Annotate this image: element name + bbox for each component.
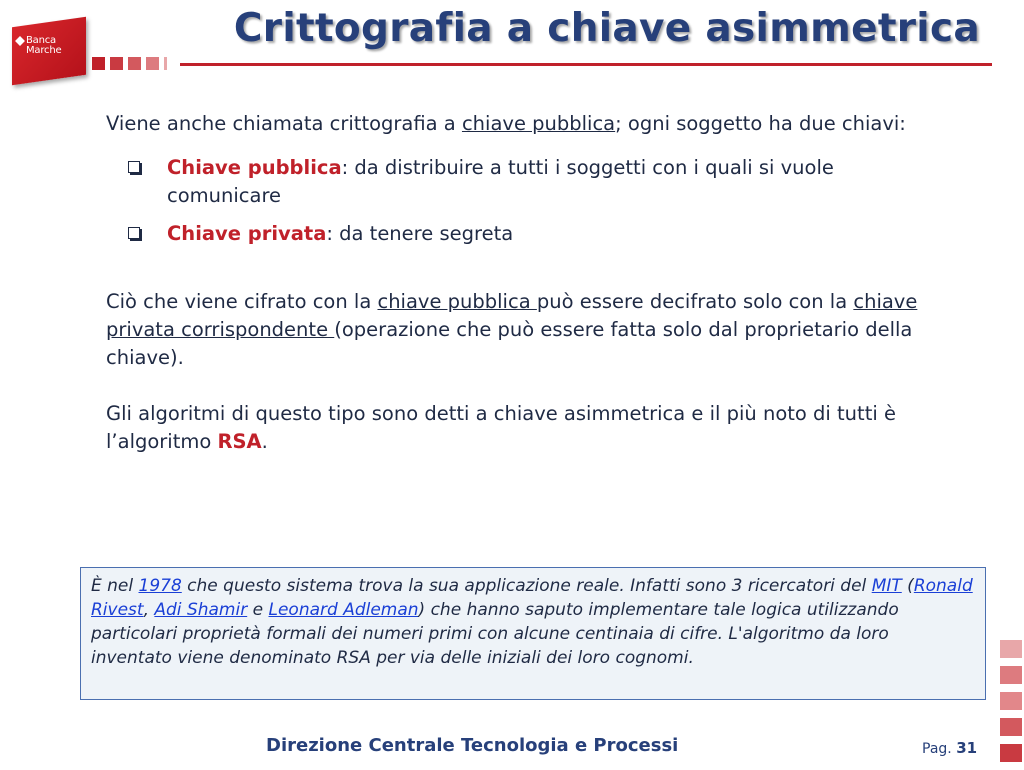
footer-org: Direzione Centrale Tecnologia e Processi (266, 735, 679, 756)
note-text: e (247, 600, 269, 620)
bullet-term: Chiave pubblica (167, 156, 342, 179)
slide-content (106, 110, 948, 456)
checkbox-bullet-icon (128, 161, 140, 173)
page-label: Pag. (922, 741, 952, 757)
public-key-link: chiave pubblica (461, 112, 616, 135)
side-decoration (1000, 640, 1022, 770)
intro-text: ; ogni soggetto ha due chiavi: (615, 112, 906, 135)
page-indicator (922, 739, 977, 757)
intro-text: Viene anche chiamata crittografia a (106, 112, 462, 135)
side-square (1000, 718, 1022, 736)
para-text: Gli algoritmi di questo tipo sono detti a chiave asimmetrica e il più noto di tutti è l’algoritmo (106, 402, 896, 453)
adleman-link[interactable]: Leonard Adleman (268, 600, 419, 620)
history-note-box (80, 567, 986, 700)
note-text: , (143, 600, 155, 620)
page-number: 31 (956, 739, 978, 757)
slide-title: Crittografia a chiave asimmetrica (233, 6, 980, 51)
header-square (128, 57, 141, 70)
list-item (106, 220, 948, 248)
checkbox-bullet-icon (128, 227, 140, 239)
header-square (164, 57, 167, 70)
note-text: È nel (91, 576, 139, 596)
para-text: (operazione che può essere fatta solo dal proprietario della chiave). (106, 318, 913, 369)
side-square (1000, 692, 1022, 710)
public-key-link: chiave pubblica (377, 290, 537, 313)
logo-text: Banca Marche (26, 35, 62, 56)
header-square (92, 57, 105, 70)
list-item (106, 154, 948, 210)
intro-paragraph (106, 110, 948, 138)
header-square (146, 57, 159, 70)
side-square (1000, 666, 1022, 684)
rsa-label: RSA (217, 430, 262, 453)
algorithm-paragraph (106, 400, 948, 456)
decryption-paragraph (106, 288, 948, 372)
bullet-desc: : da distribuire a tutti i soggetti con i quali si vuole comunicare (167, 156, 834, 207)
header-squares (92, 57, 167, 70)
year-link[interactable]: 1978 (138, 576, 182, 596)
para-text: Ciò che viene cifrato con la (106, 290, 378, 313)
bullet-term: Chiave privata (167, 222, 327, 245)
side-square (1000, 744, 1022, 762)
para-text: . (261, 430, 268, 453)
header-rule (180, 63, 992, 66)
bullet-desc: : da tenere segreta (326, 222, 514, 245)
header-square (110, 57, 123, 70)
note-text: ( (901, 576, 914, 596)
rivest-link[interactable]: Ronald Rivest (91, 576, 973, 620)
side-square (1000, 640, 1022, 658)
mit-link[interactable]: MIT (871, 576, 902, 596)
note-text: che questo sistema trova la sua applicazione reale. Infatti sono 3 ricercatori del (181, 576, 872, 596)
key-list (106, 154, 948, 248)
para-text: può essere decifrato solo con la (536, 290, 854, 313)
shamir-link[interactable]: Adi Shamir (154, 600, 248, 620)
private-key-link: chiave privata corrispondente (106, 290, 918, 341)
note-text: ) che hanno saputo implementare tale logica utilizzando particolari proprietà formali dei numeri primi con alcune centinaia di cifre. L'algoritmo da loro inventato viene denominato RSA per via delle iniziali dei loro cognomi. (91, 600, 899, 668)
